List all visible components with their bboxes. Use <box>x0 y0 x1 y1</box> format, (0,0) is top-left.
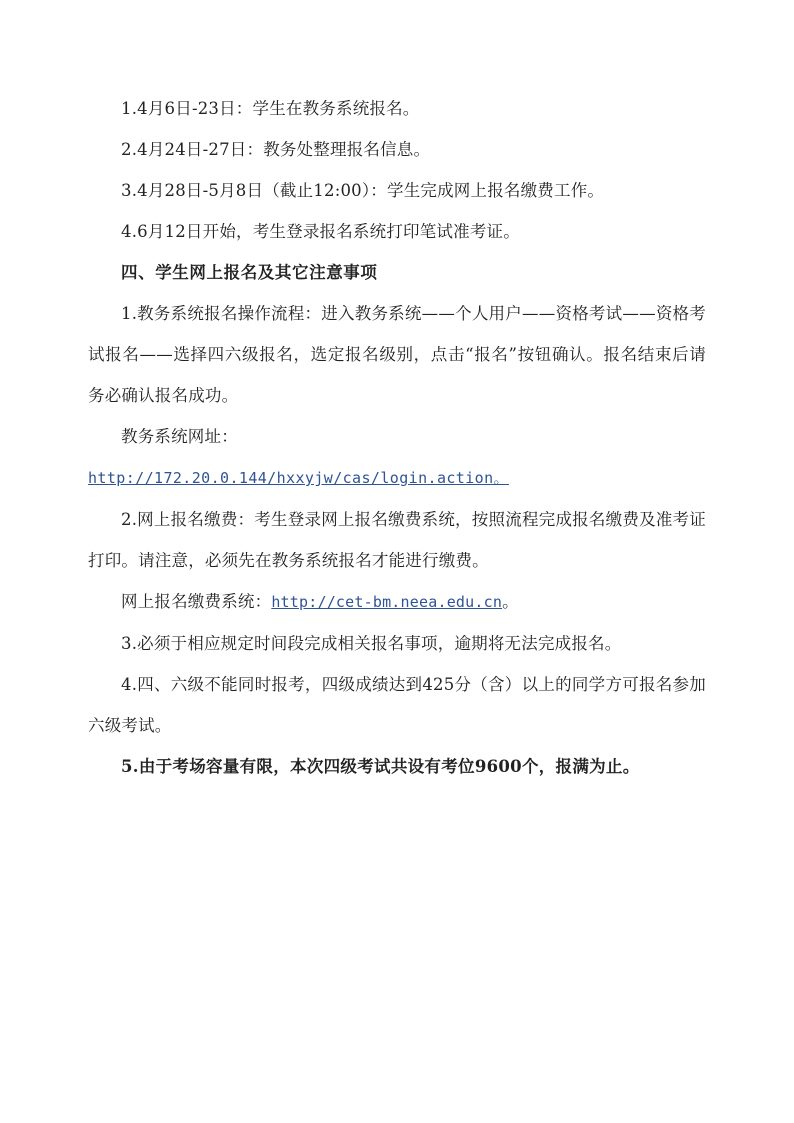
jw-system-url-line <box>88 457 706 499</box>
document-body <box>88 88 706 787</box>
payment-system-label: 网上报名缴费系统： <box>121 592 272 611</box>
schedule-item-2: 2.4月24日-27日：教务处整理报名信息。 <box>121 140 431 159</box>
schedule-item-3: 3.4月28日-5月8日（截止12:00）：学生完成网上报名缴费工作。 <box>121 181 605 200</box>
notice-item-4: 4.四、六级不能同时报考，四级成绩达到425分（含）以上的同学方可报名参加六级考试。 <box>88 675 706 735</box>
notice-item-3: 3.必须于相应规定时间段完成相关报名事项，逾期将无法完成报名。 <box>121 634 622 653</box>
section-heading-four: 四、学生网上报名及其它注意事项 <box>121 263 378 282</box>
schedule-item-1: 1.4月6日-23日：学生在教务系统报名。 <box>121 99 420 118</box>
jw-system-label: 教务系统网址： <box>121 427 238 446</box>
notice-item-5-bold: 5.由于考场容量有限，本次四级考试共设有考位9600个，报满为止。 <box>121 757 640 776</box>
schedule-item-4: 4.6月12日开始，考生登录报名系统打印笔试准考证。 <box>121 222 520 241</box>
jw-system-url-link[interactable]: http://172.20.0.144/hxxyjw/cas/login.action。 <box>88 469 509 487</box>
jw-system-label-line <box>88 416 706 457</box>
payment-system-suffix: 。 <box>502 592 519 611</box>
payment-system-url-link[interactable]: http://cet-bm.neea.edu.cn <box>271 593 503 611</box>
payment-system-line <box>88 581 706 623</box>
notice-item-1: 1.教务系统报名操作流程：进入教务系统——个人用户——资格考试——资格考试报名——选择四六级报名，选定报名级别，点击“报名”按钮确认。报名结束后请务必确认报名成功。 <box>88 304 706 405</box>
notice-item-2: 2.网上报名缴费：考生登录网上报名缴费系统，按照流程完成报名缴费及准考证打印。请注意，必须先在教务系统报名才能进行缴费。 <box>88 510 706 570</box>
